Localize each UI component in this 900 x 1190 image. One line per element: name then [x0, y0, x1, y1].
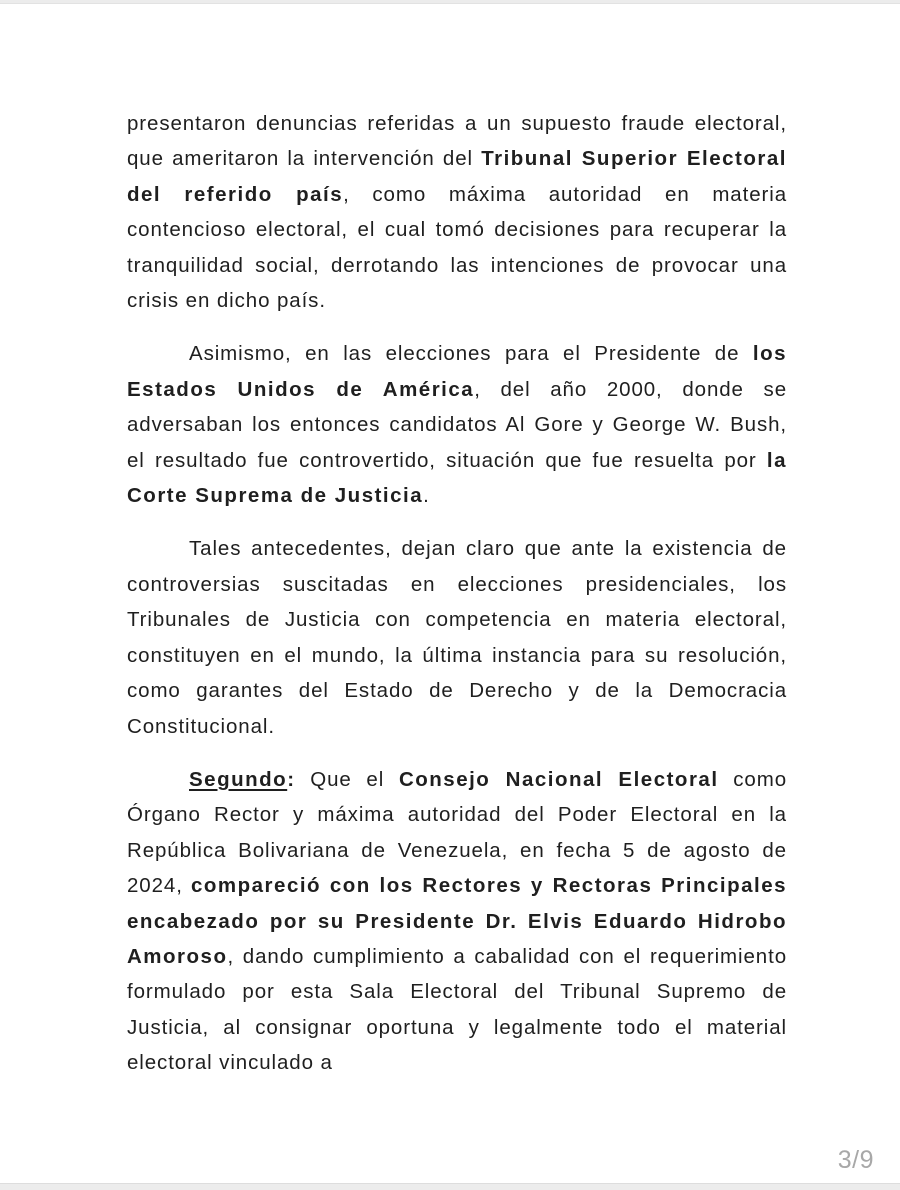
- text-span: como Órgano Rector y máxima autoridad del Poder Electoral en la República Bolivariana de Venezuela, en fecha 5 de agosto de 2024,: [127, 767, 787, 898]
- bold-span: :: [287, 767, 296, 791]
- document-body: [127, 106, 787, 1081]
- page-indicator: 3/9: [837, 1146, 874, 1174]
- document-page: [0, 3, 900, 1184]
- text-span: Asimismo, en las elecciones para el Presidente de: [189, 342, 753, 366]
- text-span: , dando cumplimiento a cabalidad con el requerimiento formulado por esta Sala Electoral del Tribunal Supremo de Justicia, al consignar oportuna y legalmente todo el material electoral vinculado a: [127, 944, 787, 1075]
- text-span: presentaron denuncias referidas a un supuesto fraude electoral, que ameritaron la intervención del: [127, 112, 787, 171]
- paragraph-antecedents: [127, 531, 787, 743]
- bold-span: la Corte Suprema de Justicia: [127, 448, 787, 508]
- text-span: , del año 2000, donde se adversaban los entonces candidatos Al Gore y George W. Bush, el resultado fue controvertido, situación que fue resuelta por: [127, 377, 787, 472]
- text-span: .: [423, 484, 430, 508]
- section-heading-segundo: Segundo: [189, 767, 288, 791]
- paragraph-segundo: [127, 762, 787, 1081]
- bold-span: Consejo Nacional Electoral: [398, 767, 719, 791]
- text-span: , como máxima autoridad en materia contencioso electoral, el cual tomó decisiones para recuperar la tranquilidad social, derrotando las intenciones de provocar una crisis en dicho país.: [127, 182, 787, 313]
- text-span: Tales antecedentes, dejan claro que ante la existencia de controversias suscitadas en elecciones presidenciales, los Tribunales de Justicia con competencia en materia electoral, constituyen en el mundo, la última instancia para su resolución, como garantes del Estado de Derecho y de la Democracia Constitucional.: [127, 537, 787, 738]
- bold-span: Tribunal Superior Electoral del referido país: [127, 147, 787, 206]
- paragraph-fraud-complaints: [127, 106, 787, 318]
- bold-span: los Estados Unidos de América: [127, 342, 787, 401]
- text-span: Que el: [295, 767, 399, 791]
- paragraph-us-elections: [127, 336, 787, 513]
- bold-span: compareció con los Rectores y Rectoras Principales encabezado por su Presidente Dr. Elvis Eduardo Hidrobo Amoroso: [127, 874, 787, 968]
